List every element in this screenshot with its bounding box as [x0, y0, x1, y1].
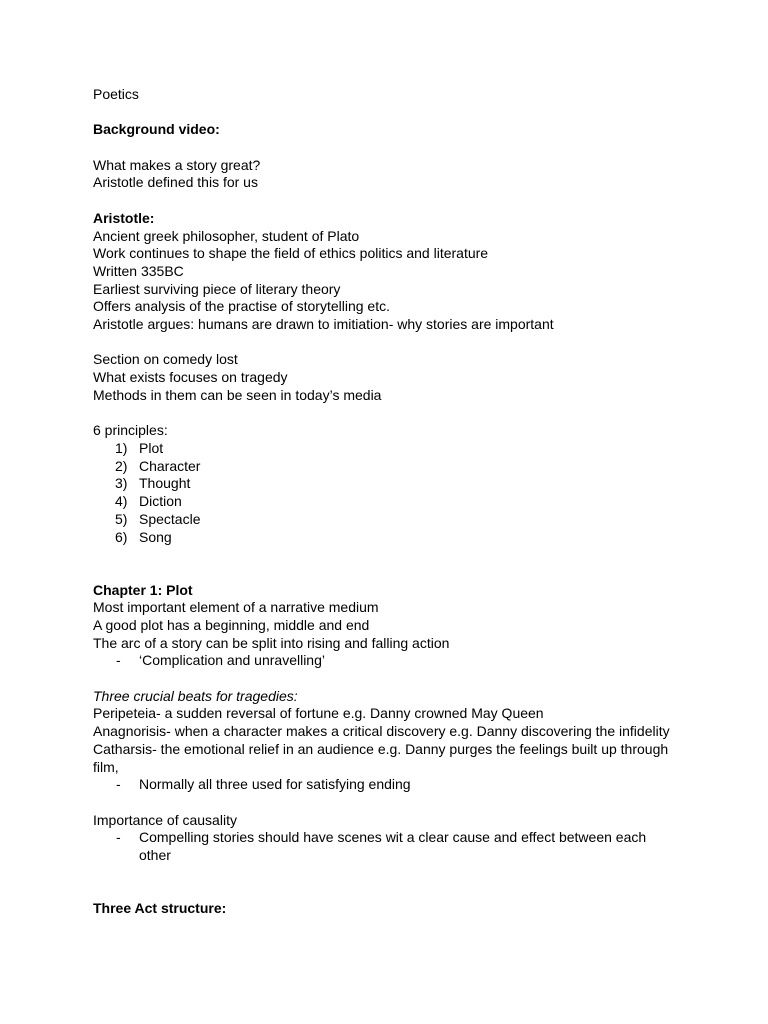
principle-item: [93, 458, 693, 476]
aristotle-line: Ancient greek philosopher, student of Plato: [93, 227, 360, 244]
principle-item: [93, 475, 693, 493]
aristotle-line: Earliest surviving piece of literary theory: [93, 280, 341, 297]
principles-heading: 6 principles:: [93, 422, 168, 439]
comedy-line: Section on comedy lost: [93, 351, 238, 368]
principle-item: [93, 511, 693, 529]
principle-label: Spectacle: [139, 510, 201, 527]
chapter1-line: The arc of a story can be split into rising and falling action: [93, 634, 450, 651]
three-act-heading: Three Act structure:: [93, 900, 227, 917]
principle-item: [93, 440, 693, 458]
causality-heading: Importance of causality: [93, 811, 237, 828]
causality-bullet: [93, 829, 693, 864]
beat-line: Catharsis- the emotional relief in an audience e.g. Danny purges the feelings built up through film,: [93, 740, 669, 775]
principle-number: 6): [115, 528, 128, 545]
aristotle-line: Offers analysis of the practise of storytelling etc.: [93, 298, 390, 315]
document-title: Poetics: [93, 86, 139, 102]
principle-item: [93, 493, 693, 511]
principle-label: Thought: [139, 475, 191, 492]
background-line: What makes a story great?: [93, 156, 261, 173]
principle-label: Diction: [139, 493, 182, 510]
aristotle-heading: Aristotle:: [93, 209, 155, 226]
chapter1-bullet: [93, 652, 693, 670]
comedy-line: Methods in them can be seen in today’s media: [93, 386, 382, 403]
dash-marker: -: [116, 776, 121, 793]
beat-line: Peripeteia- a sudden reversal of fortune e.g. Danny crowned May Queen: [93, 705, 544, 722]
bullet-text: ‘Complication and unravelling’: [139, 652, 325, 669]
chapter1-line: Most important element of a narrative medium: [93, 599, 379, 616]
chapter1-heading: Chapter 1: Plot: [93, 581, 193, 598]
background-heading: Background video:: [93, 121, 220, 138]
aristotle-line: Aristotle argues: humans are drawn to imitiation- why stories are important: [93, 316, 554, 333]
beats-heading: Three crucial beats for tragedies:: [93, 687, 298, 704]
principle-number: 2): [115, 457, 128, 474]
aristotle-line: Written 335BC: [93, 262, 184, 279]
bullet-text: Compelling stories should have scenes wit a clear cause and effect between each other: [139, 829, 647, 864]
background-line: Aristotle defined this for us: [93, 174, 258, 191]
principle-item: [93, 529, 693, 547]
principle-number: 3): [115, 475, 128, 492]
dash-marker: -: [116, 652, 121, 669]
principle-number: 4): [115, 493, 128, 510]
document-page: [93, 86, 693, 918]
dash-marker: -: [116, 829, 121, 846]
principle-label: Plot: [139, 439, 164, 456]
bullet-text: Normally all three used for satisfying ending: [139, 776, 411, 793]
principle-label: Character: [139, 457, 201, 474]
chapter1-line: A good plot has a beginning, middle and end: [93, 616, 370, 633]
aristotle-line: Work continues to shape the field of ethics politics and literature: [93, 245, 489, 262]
beat-line: Anagnorisis- when a character makes a critical discovery e.g. Danny discovering the infidelity: [93, 723, 670, 740]
principle-number: 5): [115, 510, 128, 527]
principle-label: Song: [139, 528, 172, 545]
comedy-line: What exists focuses on tragedy: [93, 369, 288, 386]
principle-number: 1): [115, 439, 128, 456]
beats-bullet: [93, 776, 693, 794]
